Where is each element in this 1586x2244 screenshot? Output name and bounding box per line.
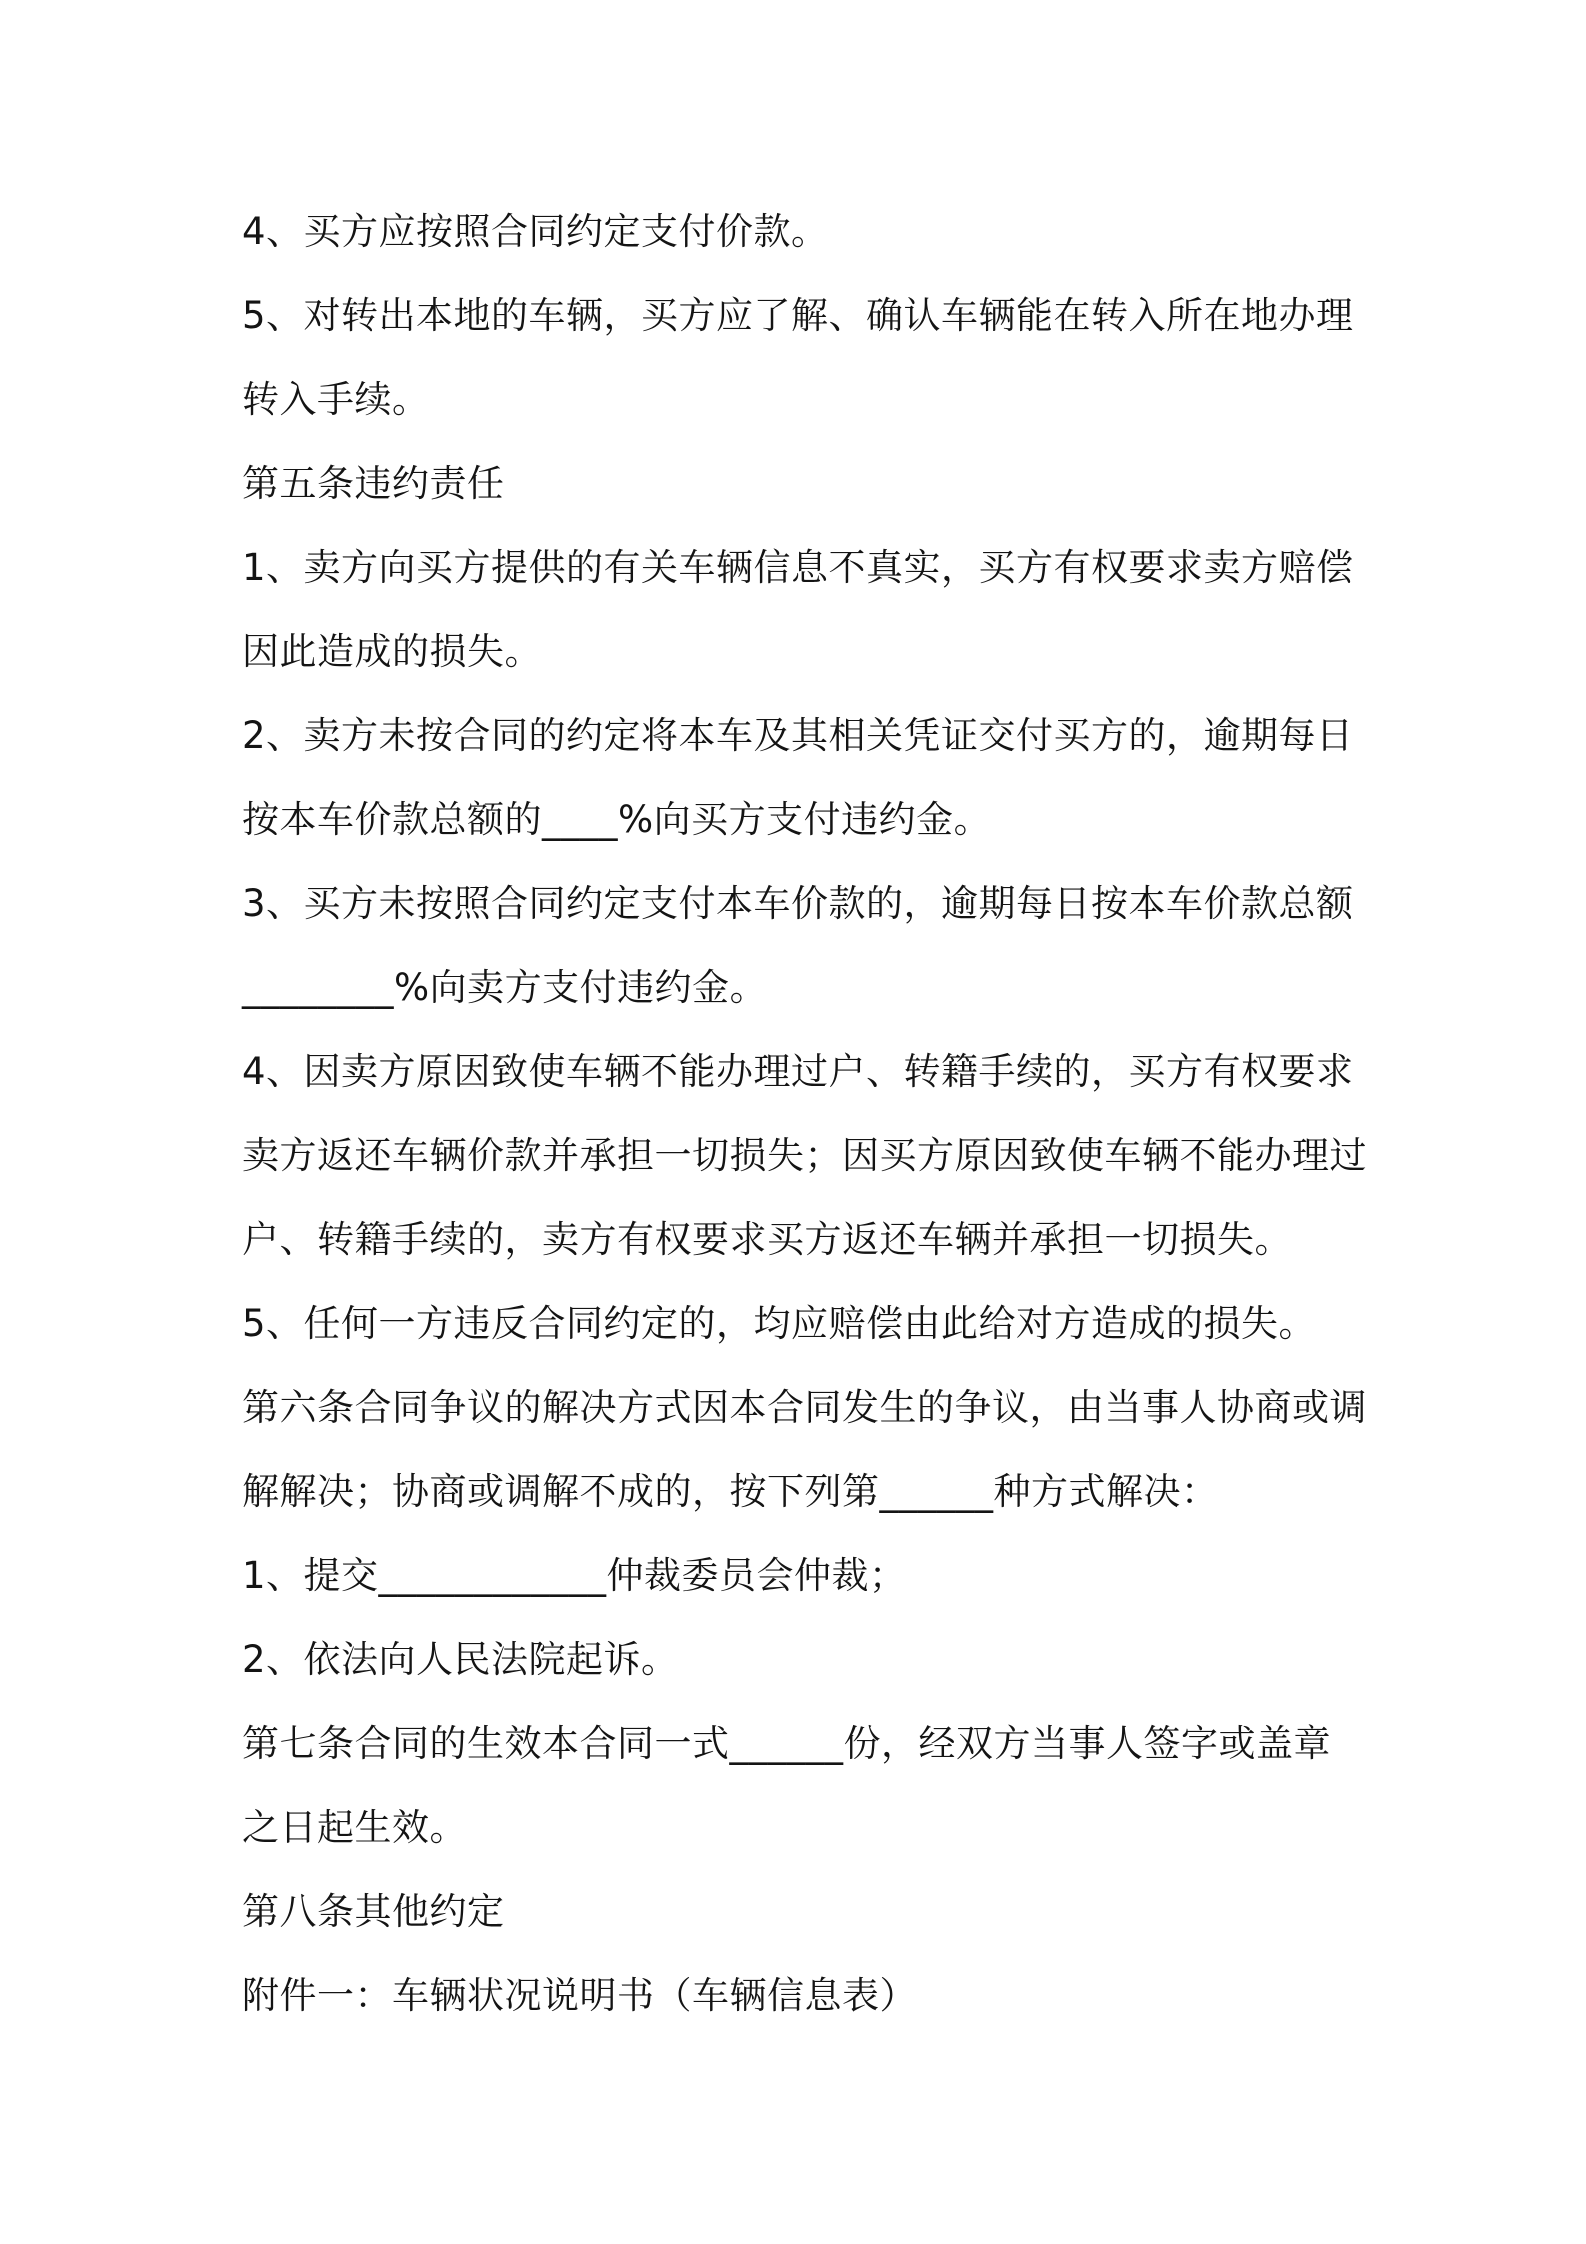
text-line: 4、因卖方原因致使车辆不能办理过户、转籍手续的，买方有权要求 [242,1050,1354,1093]
section-heading: 第七条合同的生效本合同一式______份，经双方当事人签字或盖章 [242,1722,1331,1765]
text-line: 之日起生效。 [242,1806,467,1849]
text-line: 解解决；协商或调解不成的，按下列第______种方式解决： [242,1470,1219,1513]
text-line: 转入手续。 [242,378,430,421]
text-line: 户、转籍手续的，卖方有权要求买方返还车辆并承担一切损失。 [242,1218,1292,1261]
text-line: ________%向卖方支付违约金。 [242,966,768,1009]
section-heading: 第八条其他约定 [242,1890,505,1933]
text-line: 1、卖方向买方提供的有关车辆信息不真实，买方有权要求卖方赔偿 [242,546,1354,589]
section-heading: 第六条合同争议的解决方式因本合同发生的争议，由当事人协商或调 [242,1386,1367,1429]
text-line: 3、买方未按照合同约定支付本车价款的，逾期每日按本车价款总额 [242,882,1354,925]
text-line: 4、买方应按照合同约定支付价款。 [242,210,829,253]
text-line: 2、卖方未按合同的约定将本车及其相关凭证交付买方的，逾期每日 [242,714,1354,757]
text-line: 因此造成的损失。 [242,630,542,673]
text-line: 卖方返还车辆价款并承担一切损失；因买方原因致使车辆不能办理过 [242,1134,1367,1177]
text-line: 2、依法向人民法院起诉。 [242,1638,679,1681]
text-line: 1、提交____________仲裁委员会仲裁； [242,1554,907,1597]
document-body [242,190,1367,2038]
attachment-line: 附件一：车辆状况说明书（车辆信息表） [242,1974,917,2017]
section-heading: 第五条违约责任 [242,462,505,505]
text-line: 按本车价款总额的____%向买方支付违约金。 [242,798,992,841]
text-line: 5、任何一方违反合同约定的，均应赔偿由此给对方造成的损失。 [242,1302,1317,1345]
text-line: 5、对转出本地的车辆，买方应了解、确认车辆能在转入所在地办理 [242,294,1354,337]
